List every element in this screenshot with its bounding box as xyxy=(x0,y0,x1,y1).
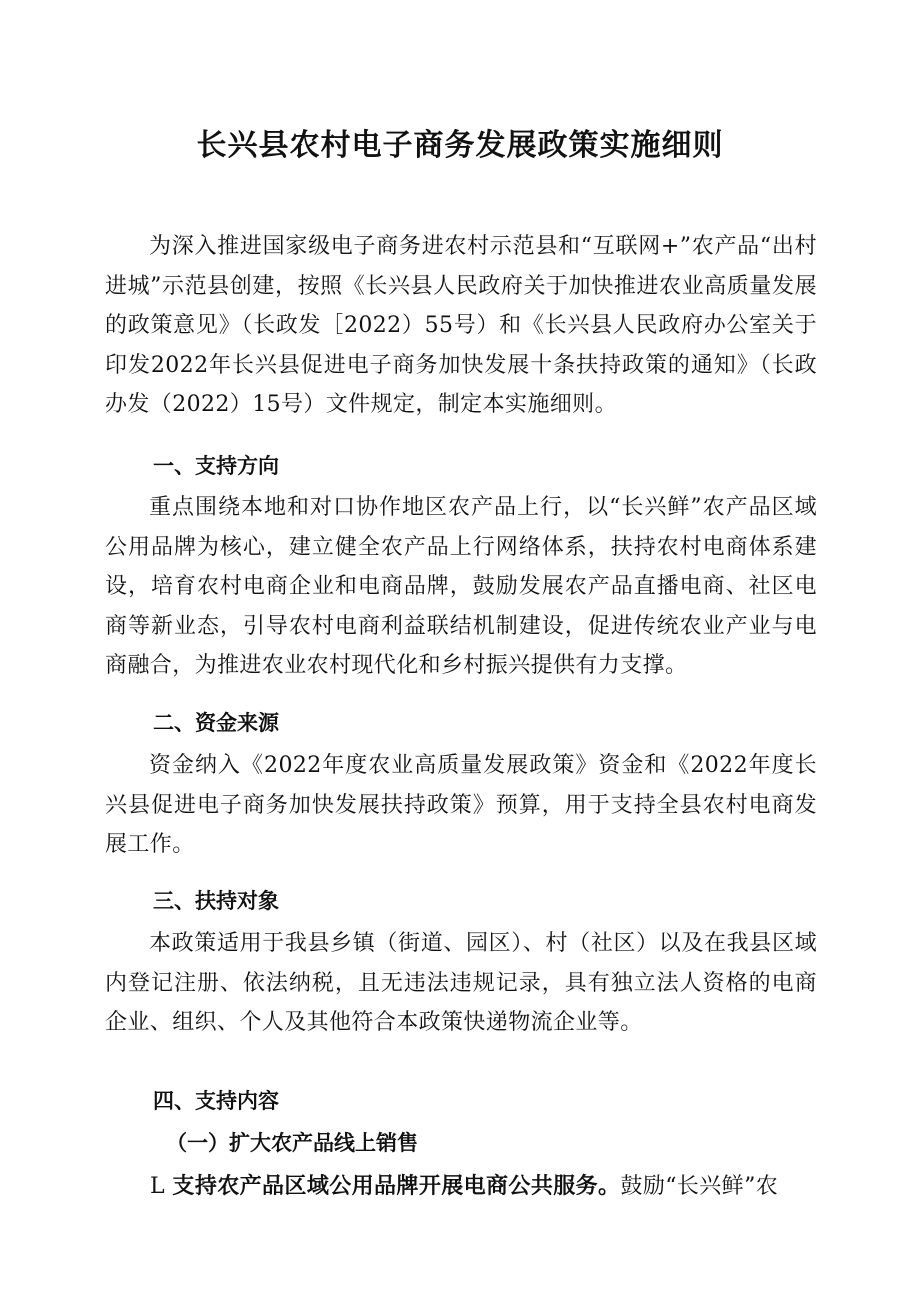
section-heading-support-target: 三、扶持对象 xyxy=(153,889,279,913)
section-heading-support-content: 四、支持内容 xyxy=(153,1089,279,1113)
section-text-support-direction: 重点围绕本地和对口协作地区农产品上行，以“长兴鲜”农产品区域公用品牌为核心，建立健全农产品上行网络体系，扶持农村电商体系建设，培育农村电商企业和电商品牌，鼓励发展农产品直播电商、社区电商等新业态，引导农村电商利益联结机制建设，促进传统农业产业与电商融合，为推进农业农村现代化和乡村振兴提供有力支撑。 xyxy=(105,495,817,678)
section-heading-support-direction: 一、支持方向 xyxy=(153,454,279,478)
item-lead: 支持农产品区域公用品牌开展电商公共服务。 xyxy=(172,1174,621,1199)
intro-paragraph: 为深入推进国家级电子商务进农村示范县和“互联网+”农产品“出村进城”示范县创建，按照《长兴县人民政府关于加快推进农业高质量发展的政策意见》（长政发［2022）55号）和《长兴县人民政府办公室关于印发2022年长兴县促进电子商务加快发展十条扶持政策的通知》（长政办发（2022）15号）文件规定，制定本实施细则。 xyxy=(105,234,817,417)
item-line xyxy=(150,1170,778,1204)
section-text-support-target: 本政策适用于我县乡镇（街道、园区）、村（社区）以及在我县区域内登记注册、依法纳税，且无违法违规记录，具有独立法人资格的电商企业、组织、个人及其他符合本政策快递物流企业等。 xyxy=(105,931,817,1035)
item-number: L xyxy=(150,1174,166,1199)
section-heading-fund-source: 二、资金来源 xyxy=(153,711,279,735)
section-text-fund-source: 资金纳入《2022年度农业高质量发展政策》资金和《2022年度长兴县促进电子商务加快发展扶持政策》预算，用于支持全县农村电商发展工作。 xyxy=(105,753,817,857)
subsection-heading: （一）扩大农产品线上销售 xyxy=(166,1131,418,1155)
item-text: 鼓励“长兴鲜”农 xyxy=(620,1174,779,1199)
page-title: 长兴县农村电子商务发展政策实施细则 xyxy=(196,128,724,163)
